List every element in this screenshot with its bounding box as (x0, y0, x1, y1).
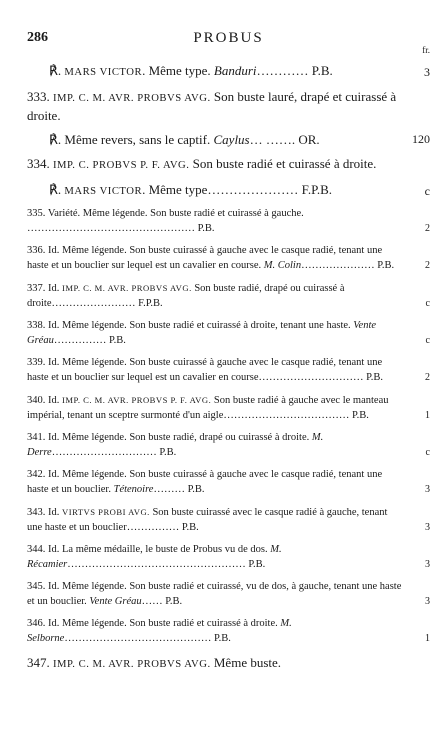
entry-number: 343. (27, 507, 48, 518)
metal-module: P.B. (211, 632, 231, 644)
collection-source: M. Derre (27, 432, 324, 458)
metal-module: OR. (295, 132, 320, 147)
price-value: 1 (425, 409, 430, 421)
catalogue-entry (27, 654, 430, 673)
entry-number: 342. (27, 469, 48, 480)
entry-description: Son buste radié et cuirassé à droite. (189, 156, 377, 171)
entry-number: 347. (27, 655, 53, 670)
leader-dots: …… (141, 595, 163, 607)
metal-module: P.B. (363, 371, 384, 383)
collection-source: Caylus (213, 132, 250, 147)
entry-number: 340. (27, 395, 48, 406)
entry-description: Même buste. (210, 655, 282, 670)
entry-number: 335. (27, 208, 48, 219)
price-value: 3 (425, 521, 430, 533)
entry-number: 338. (27, 320, 48, 331)
catalogue-entry (27, 617, 430, 646)
catalogue-entry (27, 319, 430, 348)
price-value: 2 (425, 371, 430, 383)
coin-legend: IMP. C. M. AVR. PROBVS AVG. (62, 283, 192, 293)
catalogue-entry (27, 88, 430, 124)
entry-description: Id. Même légende. Son buste radié et cuirassé à droite. (48, 618, 281, 629)
leader-dots: ………………… (301, 259, 375, 271)
metal-module: P.B. (195, 222, 215, 234)
price-value: 2 (425, 259, 430, 271)
collection-source: Banduri (213, 63, 257, 78)
leader-dots: …………… (53, 334, 107, 346)
entry-description: Son buste cuirassé avec le casque radié à gauche, tenant une haste et un bouclier (27, 507, 388, 533)
entry-number: 341. (27, 432, 48, 443)
catalogue-entry (27, 181, 430, 200)
entry-description: Id. Même légende. Son buste radié, drapé ou cuirassé à droite. (48, 432, 312, 443)
metal-module: P.B. (106, 334, 126, 346)
entry-number: ℟. (49, 182, 65, 197)
entry-description: . Même type. (142, 63, 214, 78)
entry-number: ℟. (49, 63, 65, 78)
entry-number: 339. (27, 357, 48, 368)
metal-module: P.B. (374, 259, 395, 271)
catalogue-entry (27, 207, 430, 236)
coin-legend: IMP. C. M. AVR. PROBVS AVG. (53, 93, 211, 104)
price-value: 3 (425, 558, 430, 570)
leader-dots: ………………… (207, 182, 299, 197)
catalogue-entry (27, 580, 430, 609)
page-number: 286 (27, 30, 48, 45)
price-column-label: fr. (422, 45, 430, 55)
entry-description: . Même type (142, 182, 208, 197)
entry-number: 336. (27, 245, 48, 256)
coin-legend: MARS VICTOR (64, 67, 143, 78)
price-value: c (425, 334, 430, 346)
entry-number: 345. (27, 581, 48, 592)
leader-dots: …………………… (51, 297, 136, 309)
catalogue-entry (27, 356, 430, 385)
catalogue-entry (27, 281, 430, 311)
coin-legend: VIRTVS PROBI AVG. (62, 507, 150, 517)
catalogue-entry (27, 62, 430, 81)
metal-module: P.B. (308, 63, 333, 78)
leader-dots: … ……. (249, 132, 296, 147)
metal-module: F.P.B. (135, 297, 163, 309)
entry-number: 344. (27, 544, 48, 555)
leader-dots: ………… (256, 63, 309, 78)
entry-description: Id. Même légende. Son buste radié et cuirassé, vu de dos, à gauche, tenant une haste et un bouclier. (27, 581, 402, 607)
metal-module: P.B. (245, 558, 266, 570)
entry-text: Id. (48, 395, 62, 406)
catalogue-entry (27, 431, 430, 460)
price-value: 120 (412, 132, 430, 146)
leader-dots: …………… (126, 521, 180, 533)
collection-source: M. Selborne (27, 618, 292, 644)
entry-description: Variété. Même légende. Son buste radié et cuirassé à gauche. (47, 208, 304, 219)
catalogue-entry (27, 393, 430, 423)
entry-number: 346. (27, 618, 48, 629)
entry-number: 337. (27, 283, 48, 294)
price-value: c (425, 446, 430, 458)
running-title: PROBUS (193, 30, 264, 46)
entry-description: Même revers, sans le captif. (64, 132, 214, 147)
collection-source: Vente Gréau (27, 320, 377, 346)
entry-text: Id. (48, 283, 62, 294)
catalogue-entry (27, 155, 430, 174)
leader-dots: ………………………… (51, 446, 157, 458)
catalogue-entry (27, 244, 430, 273)
coin-legend: IMP. C. M. AVR. PROBVS P. F. AVG. (62, 395, 212, 405)
price-value: 1 (425, 632, 430, 644)
catalogue-entry (27, 468, 430, 497)
collection-source: M. Récamier (27, 544, 282, 570)
metal-module: F.P.B. (298, 182, 333, 197)
entry-number: 333. (27, 89, 53, 104)
leader-dots: …………………………………………… (67, 558, 246, 570)
entry-description: Son buste radié, drapé ou cuirassé à droite (27, 283, 345, 309)
leader-dots: ………………………………………… (27, 222, 195, 234)
catalogue-entries (27, 62, 430, 680)
entry-description: Id. Même légende. Son buste radié et cuirassé à droite, tenant une haste. (48, 320, 354, 331)
coin-legend: MARS VICTOR (64, 186, 143, 197)
entry-description: Son buste radié à gauche avec le manteau impérial, tenant un sceptre surmonté d'un aigle (27, 395, 389, 421)
leader-dots: ……… (153, 483, 185, 495)
entry-number: ℟. (49, 132, 65, 147)
metal-module: P.B. (349, 409, 369, 421)
entry-description: Id. Même légende. Son buste cuirassé à gauche avec le casque radié, tenant une haste et un bouclier sur lequel est un cavalier en course (27, 357, 383, 383)
catalogue-entry (27, 505, 430, 535)
catalogue-entry (27, 543, 430, 572)
metal-module: P.B. (179, 521, 199, 533)
price-value: c (425, 297, 430, 309)
price-value: 3 (424, 65, 430, 79)
leader-dots: …………………………………… (64, 632, 212, 644)
coin-legend: IMP. C. PROBVS P. F. AVG. (53, 160, 190, 171)
entry-description: Id. Même légende. Son buste cuirassé à gauche avec le casque radié, tenant une haste et un bouclier sur lequel est un cavalier en course. (27, 245, 383, 271)
price-value: 2 (425, 222, 430, 234)
price-value: 3 (425, 595, 430, 607)
metal-module: P.B. (162, 595, 183, 607)
leader-dots: ……………………………… (223, 409, 350, 421)
price-value: c (424, 184, 430, 198)
coin-legend: IMP. C. M. AVR. PROBVS AVG. (53, 659, 211, 670)
metal-module: P.B. (184, 483, 205, 495)
collection-source: Vente Gréau (89, 595, 142, 607)
entry-text: Id. (48, 507, 62, 518)
entry-description: Id. La même médaille, le buste de Probus vu de dos. (48, 544, 271, 555)
catalogue-entry (27, 131, 430, 148)
price-value: 3 (425, 483, 430, 495)
collection-source: M. Colin (263, 259, 302, 271)
entry-description: Son buste lauré, drapé et cuirassé à droite. (27, 89, 397, 123)
page-header (27, 30, 430, 55)
entry-description: Id. Même légende. Son buste cuirassé à gauche avec le casque radié, tenant une haste et un bouclier. (27, 469, 383, 495)
collection-source: Tétenoire (113, 483, 154, 495)
entry-number: 334. (27, 156, 53, 171)
leader-dots: ………………………… (258, 371, 364, 383)
metal-module: P.B. (156, 446, 177, 458)
